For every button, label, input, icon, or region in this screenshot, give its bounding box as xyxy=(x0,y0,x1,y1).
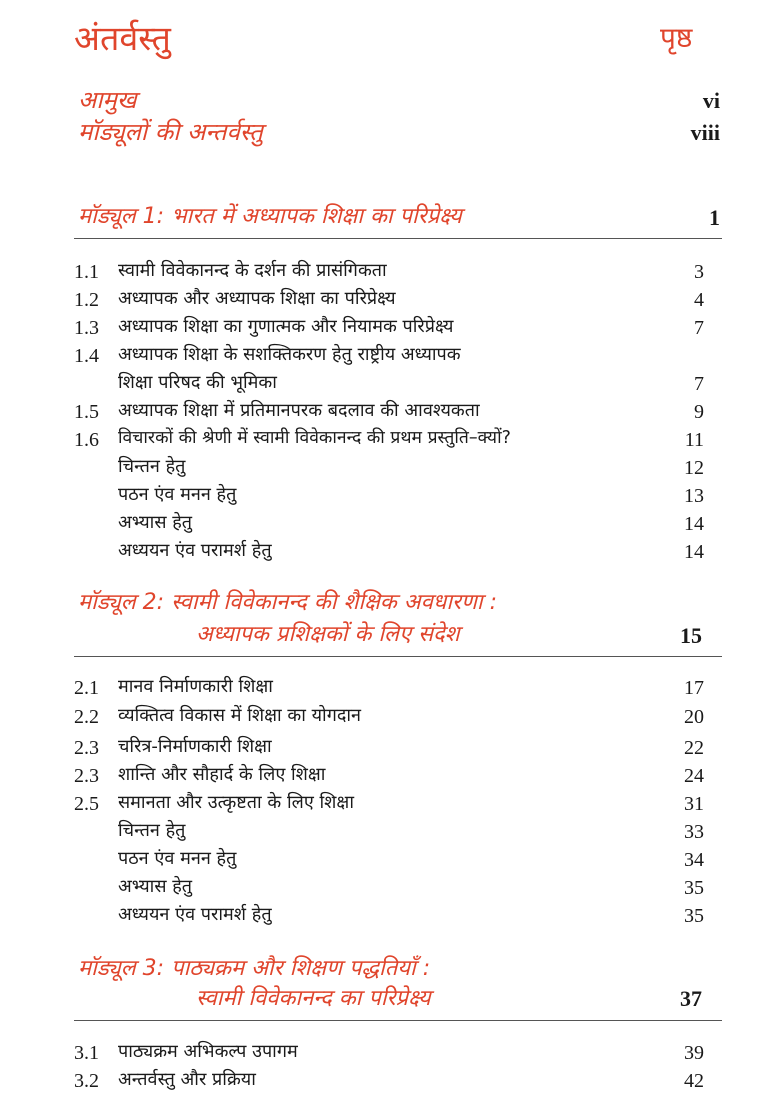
entry-title[interactable]: मानव निर्माणकारी शिक्षा xyxy=(118,676,273,697)
entry-page: 22 xyxy=(684,737,704,759)
entry-title[interactable]: पाठ्यक्रम अभिकल्प उपागम xyxy=(118,1041,298,1062)
front-matter-aamukh[interactable]: आमुख xyxy=(78,86,137,114)
entry-title[interactable]: अध्यापक और अध्यापक शिक्षा का परिप्रेक्ष्य xyxy=(118,288,396,309)
entry-page: 42 xyxy=(684,1070,704,1092)
entry-number: 1.4 xyxy=(74,345,99,367)
entry-page: 35 xyxy=(684,877,704,899)
entry-number: 2.5 xyxy=(74,793,99,815)
entry-page: 24 xyxy=(684,765,704,787)
entry-number: 3.2 xyxy=(74,1070,99,1092)
page-column-label: पृष्ठ xyxy=(660,21,693,54)
entry-title[interactable]: अध्ययन एंव परामर्श हेतु xyxy=(118,904,272,925)
entry-title[interactable]: अध्यापक शिक्षा में प्रतिमानपरक बदलाव की आवश्यकता xyxy=(118,400,480,421)
front-matter-aamukh-page: vi xyxy=(702,88,720,113)
entry-page: 13 xyxy=(684,485,704,507)
module1-heading[interactable]: मॉड्यूल 1: भारत में अध्यापक शिक्षा का परिप्रेक्ष्य xyxy=(78,204,462,229)
entry-title[interactable]: स्वामी विवेकानन्द के दर्शन की प्रासंगिकता xyxy=(118,260,387,281)
entry-title[interactable]: विचारकों की श्रेणी में स्वामी विवेकानन्द की प्रथम प्रस्तुति–क्यों? xyxy=(118,428,511,448)
module3-heading-line2[interactable]: स्वामी विवेकानन्द का परिप्रेक्ष्य xyxy=(196,986,431,1011)
toc-title: अंतर्वस्तु xyxy=(74,19,171,59)
entry-number: 1.3 xyxy=(74,317,99,339)
entry-number: 1.1 xyxy=(74,261,99,283)
entry-page: 35 xyxy=(684,905,704,927)
module2-heading-line1[interactable]: मॉड्यूल 2: स्वामी विवेकानन्द की शैक्षिक अवधारणा : xyxy=(78,590,498,615)
entry-page: 39 xyxy=(684,1042,704,1064)
module3-heading-line1[interactable]: मॉड्यूल 3: पाठ्यक्रम और शिक्षण पद्धतियाँ : xyxy=(78,956,431,981)
entry-title-continued[interactable]: शिक्षा परिषद की भूमिका xyxy=(118,372,277,393)
entry-title[interactable]: अभ्यास हेतु xyxy=(118,512,193,533)
entry-page: 17 xyxy=(684,677,704,699)
module2-heading-line2[interactable]: अध्यापक प्रशिक्षकों के लिए संदेश xyxy=(196,622,460,647)
module1-rule xyxy=(74,238,722,239)
entry-title[interactable]: चिन्तन हेतु xyxy=(118,820,186,841)
entry-page: 11 xyxy=(684,429,704,451)
entry-number: 3.1 xyxy=(74,1042,99,1064)
front-matter-module-contents[interactable]: मॉड्यूलों की अन्तर्वस्तु xyxy=(78,118,263,146)
entry-page: 34 xyxy=(684,849,704,871)
entry-number: 2.1 xyxy=(74,677,99,699)
module2-rule xyxy=(74,656,722,657)
entry-title[interactable]: अन्तर्वस्तु और प्रक्रिया xyxy=(118,1069,256,1090)
module3-rule xyxy=(74,1020,722,1021)
entry-page: 7 xyxy=(694,373,704,395)
entry-page: 9 xyxy=(694,401,704,423)
entry-title[interactable]: शान्ति और सौहार्द के लिए शिक्षा xyxy=(118,764,326,785)
entry-page: 14 xyxy=(684,513,704,535)
entry-title[interactable]: चरित्र-निर्माणकारी शिक्षा xyxy=(118,736,272,757)
entry-number: 1.2 xyxy=(74,289,99,311)
entry-page: 20 xyxy=(684,706,704,728)
entry-number: 2.3 xyxy=(74,737,99,759)
entry-title[interactable]: अभ्यास हेतु xyxy=(118,876,193,897)
entry-title[interactable]: अध्यापक शिक्षा का गुणात्मक और नियामक परिप्रेक्ष्य xyxy=(118,316,454,337)
entry-page: 33 xyxy=(684,821,704,843)
entry-title[interactable]: समानता और उत्कृष्टता के लिए शिक्षा xyxy=(118,792,354,813)
entry-page: 7 xyxy=(694,317,704,339)
entry-title[interactable]: पठन एंव मनन हेतु xyxy=(118,848,237,869)
entry-title[interactable]: चिन्तन हेतु xyxy=(118,456,186,477)
module3-page: 37 xyxy=(680,986,702,1011)
entry-title[interactable]: अध्ययन एंव परामर्श हेतु xyxy=(118,540,272,561)
entry-page: 3 xyxy=(694,261,704,283)
module2-page: 15 xyxy=(680,623,702,648)
entry-page: 31 xyxy=(684,793,704,815)
entry-page: 14 xyxy=(684,541,704,563)
entry-title[interactable]: व्यक्तित्व विकास में शिक्षा का योगदान xyxy=(118,705,362,726)
module1-page: 1 xyxy=(709,205,720,230)
entry-number: 1.6 xyxy=(74,429,99,451)
front-matter-module-contents-page: viii xyxy=(690,120,720,145)
entry-page: 4 xyxy=(694,289,704,311)
entry-number: 2.2 xyxy=(74,706,99,728)
entry-title[interactable]: अध्यापक शिक्षा के सशक्तिकरण हेतु राष्ट्रीय अध्यापक xyxy=(118,344,461,365)
entry-number: 2.3 xyxy=(74,765,99,787)
entry-number: 1.5 xyxy=(74,401,99,423)
entry-title[interactable]: पठन एंव मनन हेतु xyxy=(118,484,237,505)
entry-page: 12 xyxy=(684,457,704,479)
